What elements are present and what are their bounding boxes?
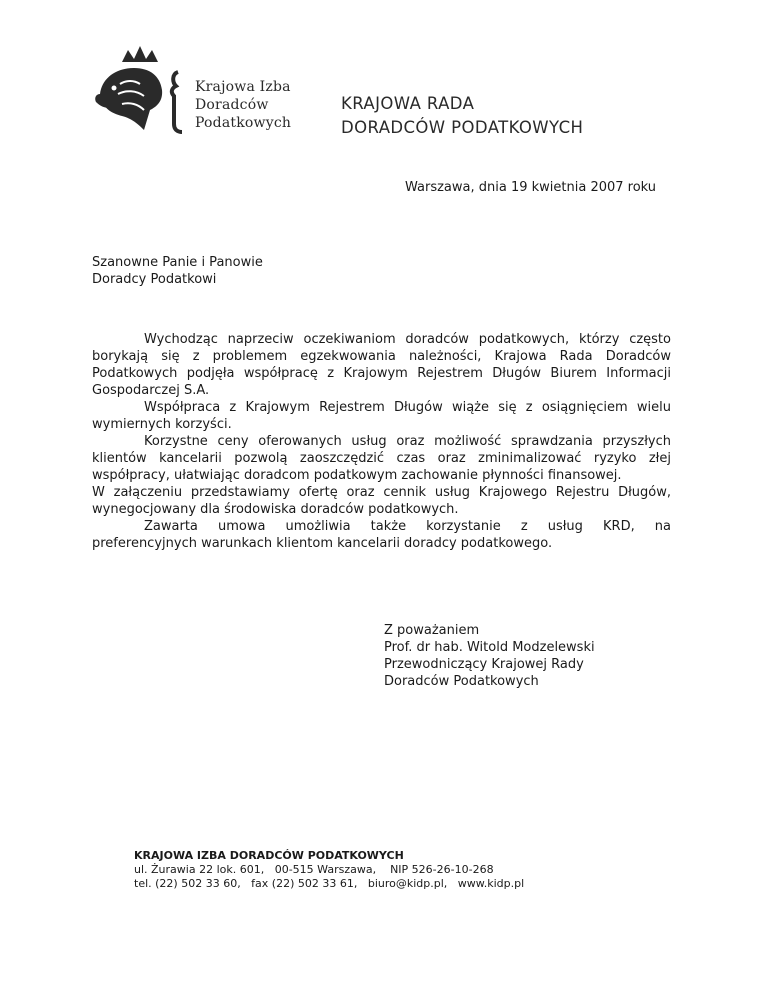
body-line: współpracy, ułatwiając doradcom podatkowym zachowanie płynności finansowej.	[92, 468, 622, 483]
signature-line-1: Z poważaniem	[384, 623, 480, 638]
footer-title: KRAJOWA IZBA DORADCÓW PODATKOWYCH	[134, 849, 404, 862]
letter-date: Warszawa, dnia 19 kwietnia 2007 roku	[405, 180, 657, 195]
body-line: klientów kancelarii pozwolą zaoszczędzić czas oraz zminimalizować ryzyko złej	[92, 451, 671, 466]
body-line: borykają się z problemem egzekwowania należności, Krajowa Rada Doradców	[92, 349, 671, 364]
footer-address: ul. Żurawia 22 lok. 601, 00-515 Warszawa, NIP 526-26-10-268	[134, 863, 494, 876]
footer-contact: tel. (22) 502 33 60, fax (22) 502 33 61, biuro@kidp.pl, www.kidp.pl	[134, 877, 525, 890]
kidp-logo	[92, 44, 322, 144]
council-header	[341, 92, 583, 140]
signature-line-4: Doradców Podatkowych	[384, 674, 539, 689]
body-line: W załączeniu przedstawiamy ofertę oraz cennik usług Krajowego Rejestru Długów,	[92, 485, 671, 500]
body-line: wymiernych korzyści.	[92, 417, 232, 432]
eagle-emblem-icon	[92, 44, 197, 144]
salutation-line-2: Doradcy Podatkowi	[92, 272, 217, 287]
council-line-2: DORADCÓW PODATKOWYCH	[341, 118, 584, 137]
logo-line-3: Podatkowych	[195, 115, 292, 131]
body-line: Gospodarczej S.A.	[92, 383, 210, 398]
signature-block	[384, 622, 595, 690]
logo-line-1: Krajowa Izba	[195, 79, 291, 95]
signature-line-3: Przewodniczący Krajowej Rady	[384, 657, 584, 672]
council-line-1: KRAJOWA RADA	[341, 94, 475, 113]
body-line: wynegocjowany dla środowiska doradców podatkowych.	[92, 502, 459, 517]
letter-footer	[134, 849, 524, 891]
body-line: Zawarta umowa umożliwia także korzystanie z usług KRD, na	[144, 519, 671, 534]
salutation	[92, 254, 263, 288]
body-line: Podatkowych podjęła współpracę z Krajowym Rejestrem Długów Biurem Informacji	[92, 366, 671, 381]
body-line: preferencyjnych warunkach klientom kancelarii doradcy podatkowego.	[92, 536, 553, 551]
body-line: Współpraca z Krajowym Rejestrem Długów wiąże się z osiągnięciem wielu	[144, 400, 671, 415]
salutation-line-1: Szanowne Panie i Panowie	[92, 255, 263, 270]
signature-line-2: Prof. dr hab. Witold Modzelewski	[384, 640, 595, 655]
body-line: Korzystne ceny oferowanych usług oraz możliwość sprawdzania przyszłych	[144, 434, 671, 449]
logo-line-2: Doradców	[195, 97, 269, 113]
letter-body	[92, 331, 671, 552]
body-line: Wychodząc naprzeciw oczekiwaniom doradców podatkowych, którzy często	[144, 332, 671, 347]
